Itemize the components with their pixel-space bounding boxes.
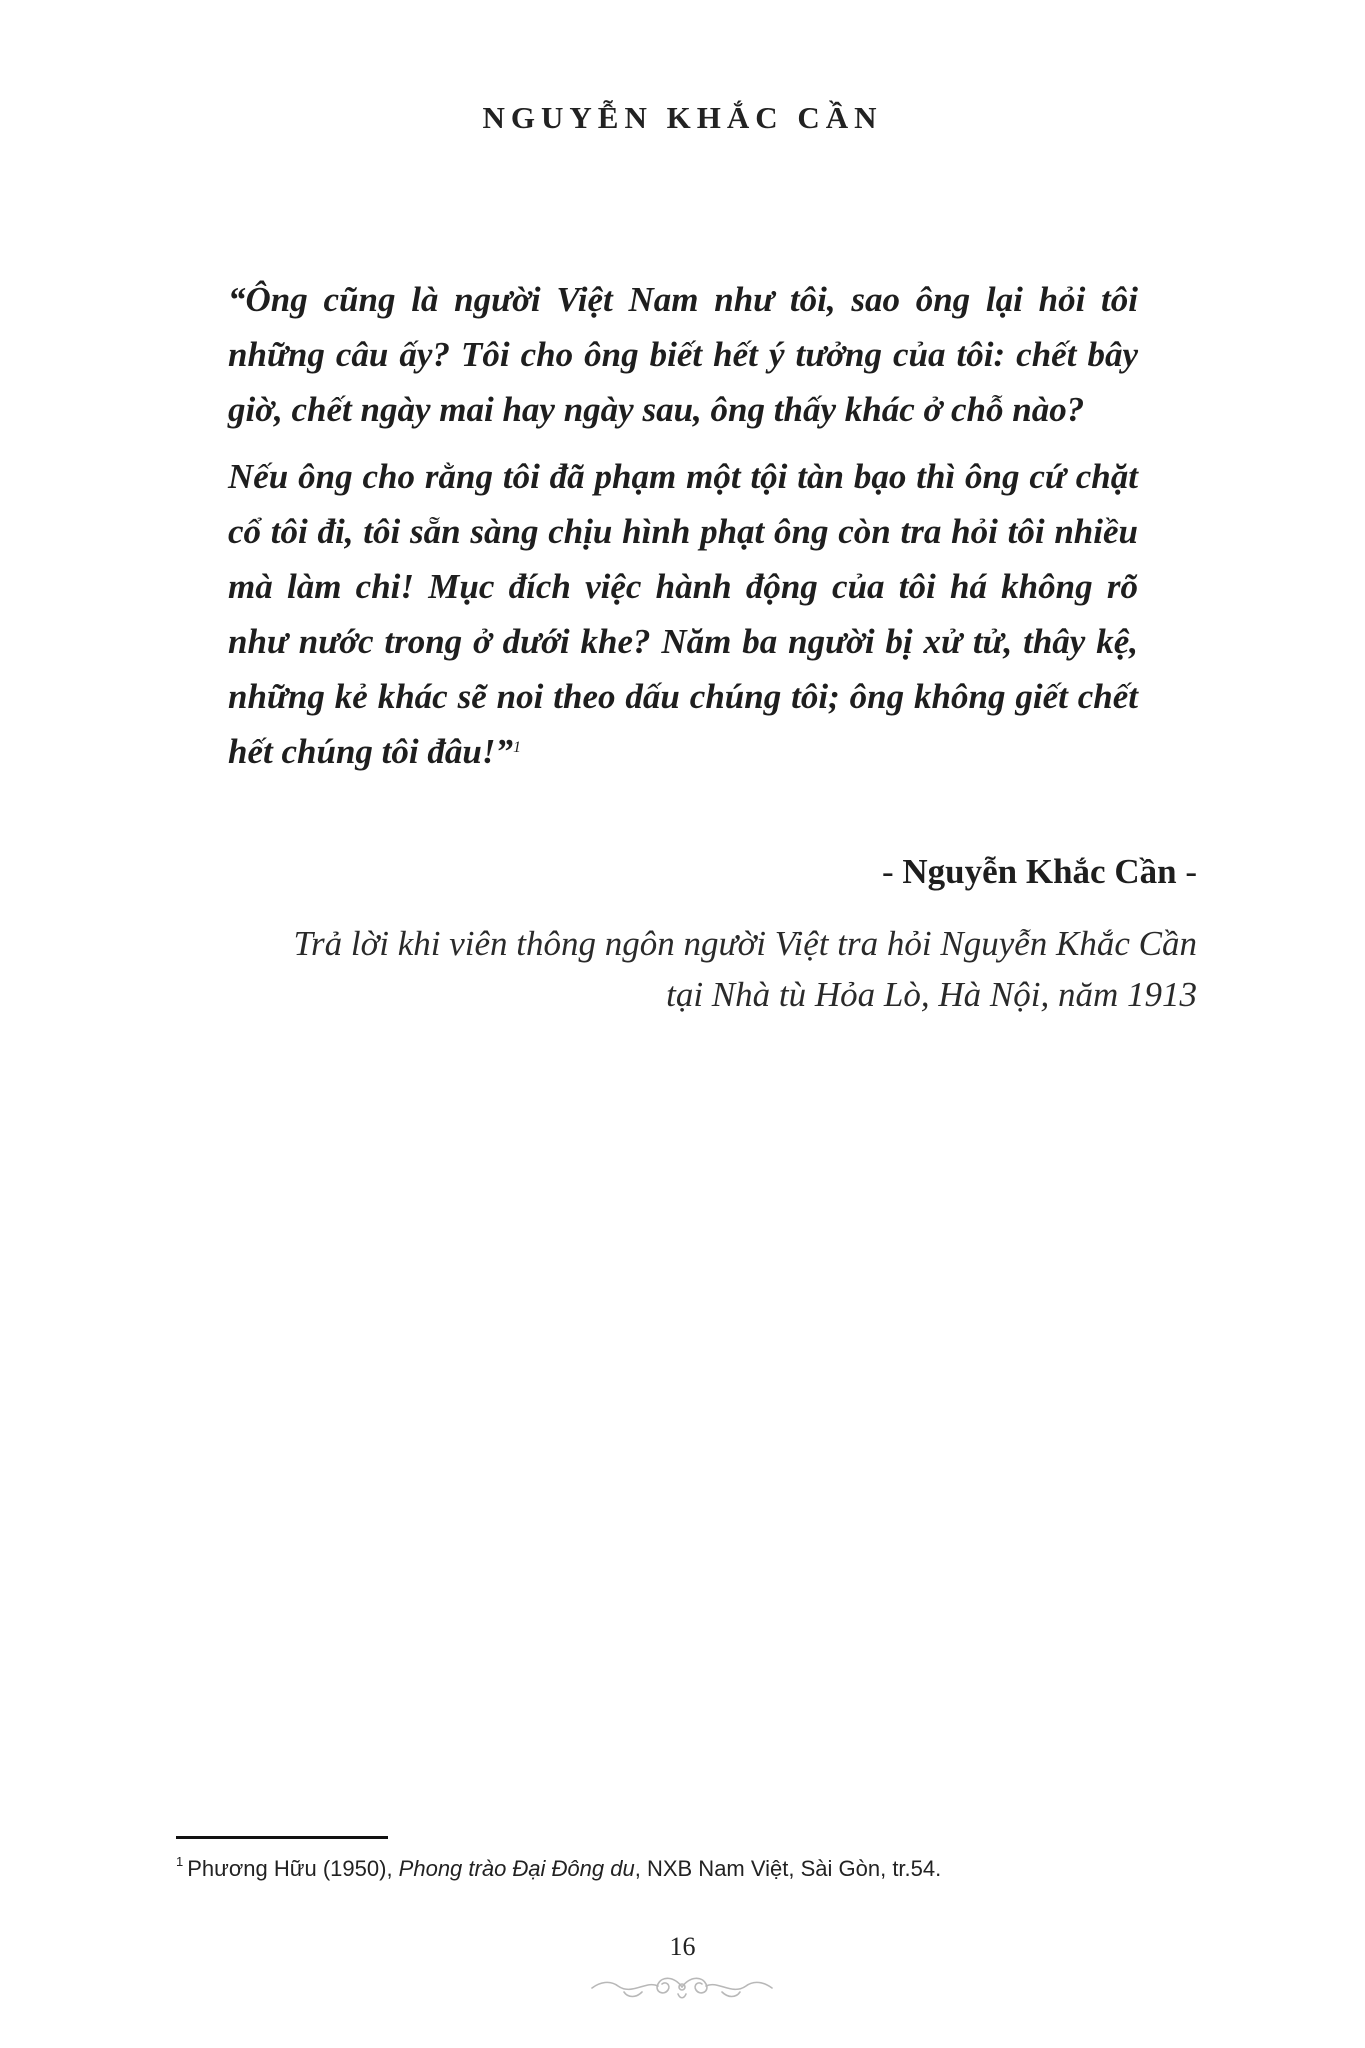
quote-paragraph-1	[228, 272, 1138, 437]
footnote-reference[interactable]: 1	[512, 739, 521, 756]
context-line-2: tại Nhà tù Hỏa Lò, Hà Nội, năm 1913	[666, 975, 1197, 1014]
attribution-dash-left: -	[881, 852, 903, 891]
footnote-divider	[176, 1836, 388, 1839]
quote-paragraph-2-text: Nếu ông cho rằng tôi đã phạm một tội tàn bạo thì ông cứ chặt cổ tôi đi, tôi sẵn sàng chịu hình phạt ông còn tra hỏi tôi nhiều mà làm chi! Mục đích việc hành động của tôi há không rõ như nước trong ở dưới khe? Năm ba người bị xử tử, thây kệ, những kẻ khác sẽ noi theo dấu chúng tôi; ông không giết chết hết chúng tôi đâu!”	[228, 457, 1138, 771]
quote-attribution	[882, 852, 1197, 892]
block-quote	[228, 272, 1138, 779]
footnote-work-title: Phong trào Đại Đông du	[398, 1856, 635, 1881]
quote-context	[217, 918, 1197, 1020]
footnote-publisher: , NXB Nam Việt, Sài Gòn, tr.54.	[634, 1856, 942, 1881]
running-header: NGUYỄN KHẮC CẦN	[482, 100, 883, 135]
quote-paragraph-2	[228, 449, 1138, 779]
footnote-author-year: Phương Hữu (1950),	[187, 1856, 399, 1881]
attribution-dash-right: -	[1176, 852, 1197, 891]
footnote	[176, 1856, 941, 1882]
context-line-1: Trả lời khi viên thông ngôn người Việt tra hỏi Nguyễn Khắc Cần	[293, 924, 1197, 963]
quote-paragraph-1-text: “Ông cũng là người Việt Nam như tôi, sao ông lại hỏi tôi những câu ấy? Tôi cho ông biết hết ý tưởng của tôi: chết bây giờ, chết ngày mai hay ngày sau, ông thấy khác ở chỗ nào?	[228, 280, 1138, 429]
page-number: 16	[669, 1932, 696, 1961]
attribution-name: Nguyễn Khắc Cần	[902, 852, 1177, 891]
footnote-marker: 1	[176, 1854, 184, 1869]
decorative-flourish-icon	[582, 1970, 782, 2004]
